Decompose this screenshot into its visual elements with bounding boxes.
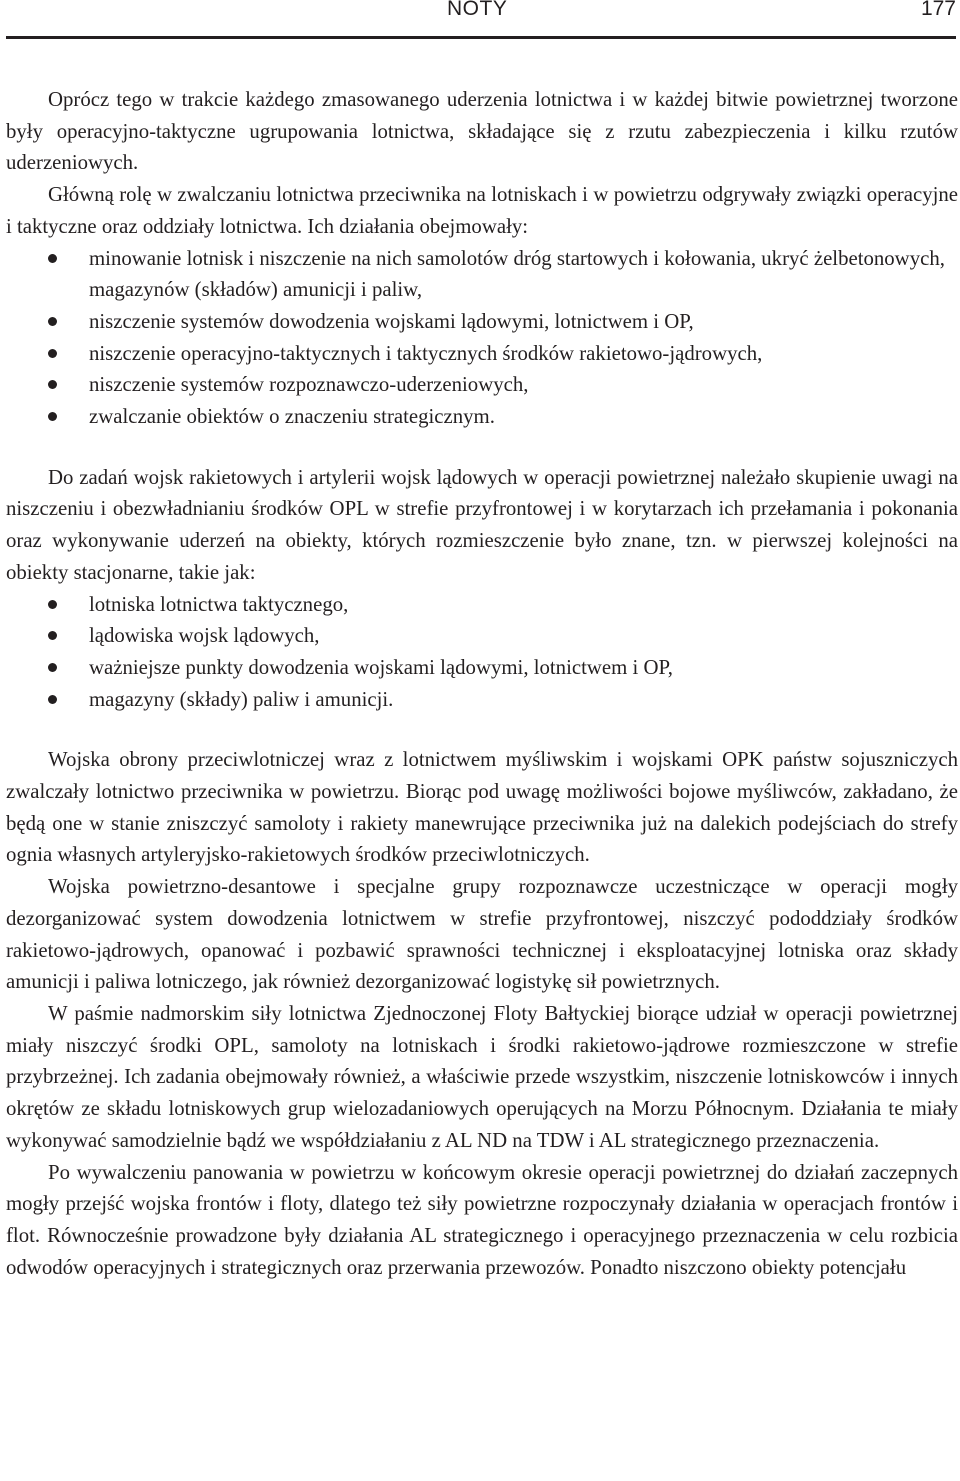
list-item-text: lotniska lotnictwa taktycznego,: [89, 592, 349, 616]
list-item: [6, 369, 958, 401]
bullet-icon: [48, 349, 57, 358]
paragraph: Wojska powietrzno-desantowe i specjalne grupy rozpoznawcze uczestniczące w operacji mogły dezorganizować system dowodzenia lotnictwem w strefie przyfrontowej, niszczyć pododdziały środków rakietowo-jądrowych, opanować i pozbawić sprawności technicznej i eksploatacyjnej lotniska oraz składy amunicji i paliwa lotniczego, jak również dezorganizować logistykę sił powietrznych.: [6, 875, 958, 994]
bullet-icon: [48, 412, 57, 421]
list-item-text: lądowiska wojsk lądowych,: [89, 624, 320, 648]
header-rule: [6, 36, 956, 39]
list-item: [6, 652, 958, 684]
list-item-text: niszczenie systemów rozpoznawczo-uderzeniowych,: [89, 373, 529, 397]
bullet-icon: [48, 600, 57, 609]
list-item-text: zwalczanie obiektów o znaczeniu strategicznym.: [89, 405, 495, 429]
paragraph: Wojska obrony przeciwlotniczej wraz z lotnictwem myśliwskim i wojskami OPK państw sojuszniczych zwalczały lotnictwo przeciwnika w powietrzu. Biorąc pod uwagę możliwości bojowe myśliwców, zakładano, że będą one w stanie zniszczyć samoloty i rakiety manewrujące przeciwnika już na dalekich podejściach do strefy ognia własnych artyleryjsko-rakietowych środków przeciwlotniczych.: [6, 748, 958, 867]
paragraph: Oprócz tego w trakcie każdego zmasowanego uderzenia lotnictwa i w każdej bitwie powietrznej tworzone były operacyjno-taktyczne ugrupowania lotnictwa, składające się z rzutu zabezpieczenia i kilku rzutów uderzeniowych.: [6, 88, 958, 175]
page-number: 177: [920, 0, 956, 20]
list-item: [6, 684, 958, 716]
bullet-icon: [48, 380, 57, 389]
bullet-list: [6, 243, 958, 433]
list-item-text: niszczenie systemów dowodzenia wojskami lądowymi, lotnictwem i OP,: [89, 309, 694, 333]
list-item: [6, 401, 958, 433]
paragraph: W paśmie nadmorskim siły lotnictwa Zjednoczonej Floty Bałtyckiej biorące udział w operacji powietrznej miały niszczyć środki OPL, samoloty na lotniskach i środki rakietowo-jądrowe rozmieszczone w strefie przybrzeżnej. Ich zadania obejmowały również, a właściwie przede wszystkim, niszczenie lotniskowców i innych okrętów ze składu lotniskowych grup wielozadaniowych operujących na Morzu Północnym. Działania te miały wykonywać samodzielnie bądź we współdziałaniu z AL ND na TDW i AL strategicznego przeznaczenia.: [6, 1001, 958, 1152]
list-item-text: magazyny (składy) paliw i amunicji.: [89, 687, 394, 711]
section-title: NOTY: [447, 0, 508, 20]
bullet-icon: [48, 254, 57, 263]
list-item: [6, 338, 958, 370]
page-body: [6, 84, 958, 1283]
paragraph: Główną rolę w zwalczaniu lotnictwa przeciwnika na lotniskach i w powietrzu odgrywały związki operacyjne i taktyczne oraz oddziały lotnictwa. Ich działania obejmowały:: [6, 183, 958, 238]
list-item: [6, 306, 958, 338]
list-item: [6, 589, 958, 621]
bullet-icon: [48, 631, 57, 640]
bullet-icon: [48, 663, 57, 672]
list-item-text: minowanie lotnisk i niszczenie na nich samolotów dróg startowych i kołowania, ukryć żelbetonowych, magazynów (składów) amunicji i paliw,: [89, 246, 945, 302]
list-item-text: niszczenie operacyjno-taktycznych i taktycznych środków rakietowo-jądrowych,: [89, 341, 763, 365]
paragraph: Po wywalczeniu panowania w powietrzu w końcowym okresie operacji powietrznej do działań zaczepnych mogły przejść wojska frontów i floty, dlatego też siły powietrzne rozpoczynały działania w operacjach frontów i flot. Równocześnie prowadzone były działania AL strategicznego i operacyjnego przeznaczenia w celu rozbicia odwodów operacyjnych i strategicznych oraz przerwania przewozów. Ponadto niszczono obiekty potencjału: [6, 1160, 958, 1279]
page-header: [0, 0, 960, 40]
paragraph: Do zadań wojsk rakietowych i artylerii wojsk lądowych w operacji powietrznej należało skupienie uwagi na niszczeniu i obezwładnianiu środków OPL w strefie przyfrontowej i w korytarzach ich przełamania i pokonania oraz wykonywanie uderzeń na obiekty, których rozmieszczenie było znane, tzn. w pierwszej kolejności na obiekty stacjonarne, takie jak:: [6, 465, 958, 584]
bullet-icon: [48, 317, 57, 326]
list-item: [6, 243, 958, 306]
list-item: [6, 620, 958, 652]
bullet-icon: [48, 695, 57, 704]
bullet-list: [6, 589, 958, 716]
list-item-text: ważniejsze punkty dowodzenia wojskami lądowymi, lotnictwem i OP,: [89, 655, 673, 679]
